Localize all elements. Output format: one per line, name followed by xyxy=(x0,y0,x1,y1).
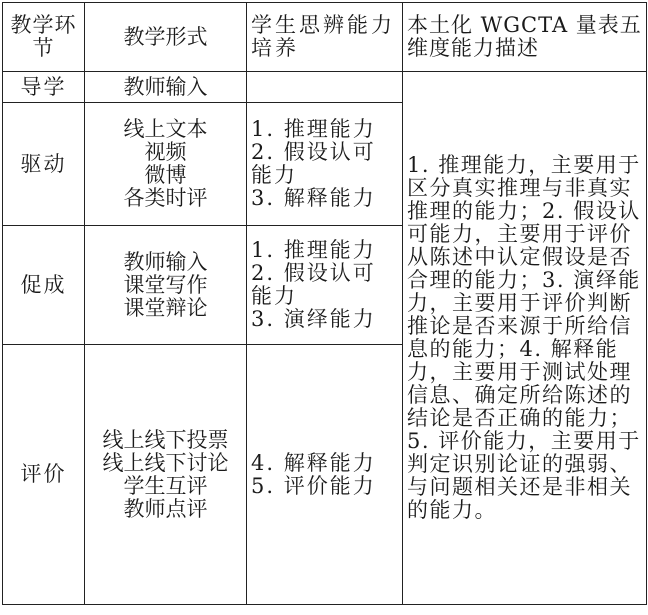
header-teaching-form: 教学形式 xyxy=(85,3,247,72)
description-item: 5. 评价能力，主要用于判定识别论证的强弱、与问题相关还是非相关的能力。 xyxy=(407,429,641,522)
skill-item: 2. 假设认可能力 xyxy=(251,261,376,308)
description-item: 2. 假设认可能力，主要用于评价从陈述中认定假设是否合理的能力； xyxy=(407,199,641,292)
header-teaching-stage: 教学环节 xyxy=(3,3,85,72)
form-item: 教师输入 xyxy=(123,249,208,274)
teaching-design-table xyxy=(2,2,647,605)
stage-cell: 促成 xyxy=(3,226,85,345)
form-item: 课堂写作 xyxy=(123,272,208,297)
form-item: 视频 xyxy=(144,140,187,164)
skills-cell xyxy=(247,226,403,345)
description-item: 4. 解释能力，主要用于测试处理信息、确定所给陈述的结论是否正确的能力； xyxy=(407,337,632,430)
stage-cell: 评价 xyxy=(3,345,85,605)
description-cell xyxy=(403,72,647,605)
form-item: 学生互评 xyxy=(123,473,208,498)
skills-cell xyxy=(247,103,403,226)
stage-cell: 驱动 xyxy=(3,103,85,226)
skill-item: 3. 解释能力 xyxy=(251,186,376,210)
skill-item: 4. 解释能力 xyxy=(251,450,376,475)
forms-cell xyxy=(85,226,247,345)
form-item: 线上文本 xyxy=(123,117,208,141)
forms-cell xyxy=(85,72,247,103)
forms-cell xyxy=(85,345,247,605)
skill-item: 3. 演绎能力 xyxy=(251,307,376,331)
form-item: 教师输入 xyxy=(123,74,208,99)
skill-item: 1. 推理能力 xyxy=(251,238,376,262)
description-item: 3. 演绎能力，主要用于评价判断推论是否来源于所给信息的能力； xyxy=(407,268,641,361)
skill-item: 5. 评价能力 xyxy=(251,473,376,498)
forms-cell xyxy=(85,103,247,226)
form-item: 教师点评 xyxy=(123,496,208,521)
header-wgcta-description: 本土化 WGCTA 量表五维度能力描述 xyxy=(403,3,647,72)
form-item: 课堂辩论 xyxy=(123,295,208,320)
form-item: 微博 xyxy=(144,163,187,187)
skill-item: 2. 假设认可能力 xyxy=(251,140,376,187)
skills-cell xyxy=(247,345,403,605)
stage-cell: 导学 xyxy=(3,72,85,103)
header-critical-thinking: 学生思辨能力培养 xyxy=(247,3,403,72)
header-row xyxy=(3,3,647,72)
table-row xyxy=(3,72,647,103)
form-item: 线上线下投票 xyxy=(102,427,229,452)
form-item: 各类时评 xyxy=(123,186,208,210)
skills-cell xyxy=(247,72,403,103)
form-item: 线上线下讨论 xyxy=(102,450,229,475)
description-item: 1. 推理能力，主要用于区分真实推理与非真实推理的能力； xyxy=(407,153,641,223)
skill-item: 1. 推理能力 xyxy=(251,117,376,141)
